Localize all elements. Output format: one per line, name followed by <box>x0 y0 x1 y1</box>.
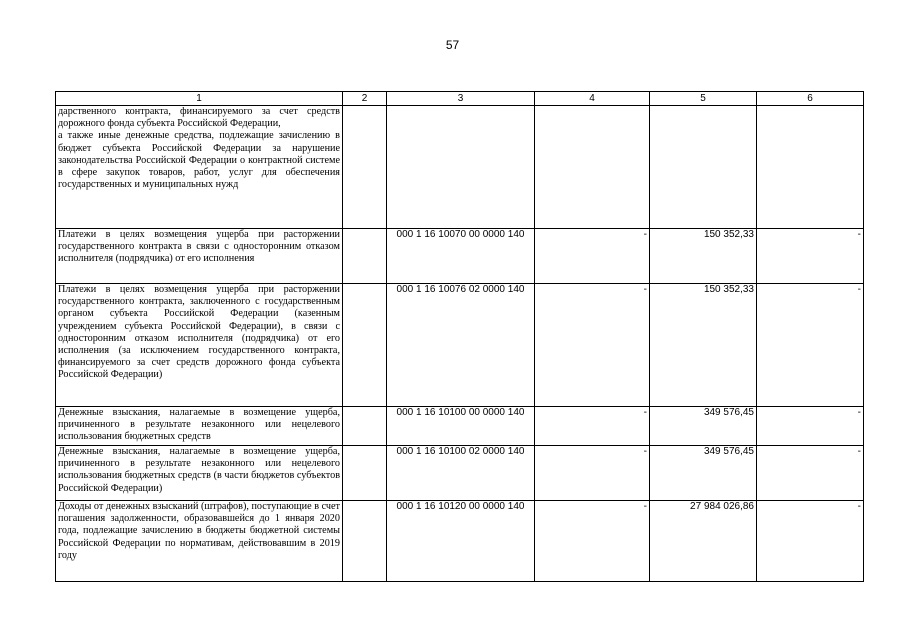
row-col6: - <box>757 284 864 407</box>
row-description: Денежные взыскания, налагаемые в возмещение ущерба, причиненного в результате незаконного или нецелевого использования бюджетных средств <box>56 407 343 446</box>
column-header: 4 <box>535 92 650 106</box>
row-amount: 150 352,33 <box>650 284 757 407</box>
page-number: 57 <box>445 38 460 52</box>
table-row <box>56 284 864 407</box>
row-code: 000 1 16 10120 00 0000 140 <box>387 501 535 582</box>
row-col2 <box>343 501 387 582</box>
row-col4: - <box>535 229 650 284</box>
row-amount <box>650 106 757 229</box>
column-header: 1 <box>56 92 343 106</box>
column-header: 5 <box>650 92 757 106</box>
row-description: Денежные взыскания, налагаемые в возмещение ущерба, причиненного в результате незаконного или нецелевого использования бюджетных средств (в части бюджетов субъектов Российской Федерации) <box>56 446 343 501</box>
row-description: Доходы от денежных взысканий (штрафов), поступающие в счет погашения задолженности, образовавшейся до 1 января 2020 года, подлежащие зачислению в бюджеты бюджетной системы Российской Федерации по нормативам, действовавшим в 2019 году <box>56 501 343 582</box>
row-col4: - <box>535 284 650 407</box>
row-col2 <box>343 106 387 229</box>
row-col2 <box>343 229 387 284</box>
row-col4: - <box>535 446 650 501</box>
row-amount: 349 576,45 <box>650 446 757 501</box>
table-row <box>56 501 864 582</box>
row-col6: - <box>757 407 864 446</box>
row-col4: - <box>535 407 650 446</box>
row-col2 <box>343 284 387 407</box>
table-row <box>56 229 864 284</box>
table-header-row <box>56 92 864 106</box>
row-code: 000 1 16 10076 02 0000 140 <box>387 284 535 407</box>
row-code: 000 1 16 10100 02 0000 140 <box>387 446 535 501</box>
table-row <box>56 407 864 446</box>
row-code <box>387 106 535 229</box>
row-code: 000 1 16 10100 00 0000 140 <box>387 407 535 446</box>
row-col6: - <box>757 229 864 284</box>
row-col2 <box>343 446 387 501</box>
row-description: Платежи в целях возмещения ущерба при расторжении государственного контракта, заключенного с государственным органом субъекта Российской Федерации (казенным учреждением субъекта Российской Федерации), в связи с односторонним отказом исполнителя (подрядчика) от его исполнения (за исключением государственного контракта, финансируемого за счет средств дорожного фонда субъекта Российской Федерации) <box>56 284 343 407</box>
description-text: а также иные денежные средства, подлежащие зачислению в бюджет субъекта Российской Федерации за нарушение законодательства Российской Федерации о контрактной системе в сфере закупок товаров, работ, услуг для обеспечения государственных и муниципальных нужд <box>58 130 340 191</box>
row-col6 <box>757 106 864 229</box>
row-col4: - <box>535 501 650 582</box>
row-amount: 27 984 026,86 <box>650 501 757 582</box>
column-header: 3 <box>387 92 535 106</box>
row-col4 <box>535 106 650 229</box>
row-col2 <box>343 407 387 446</box>
row-amount: 349 576,45 <box>650 407 757 446</box>
row-col6: - <box>757 501 864 582</box>
column-header: 6 <box>757 92 864 106</box>
revenue-table <box>55 91 864 582</box>
column-header: 2 <box>343 92 387 106</box>
table-row <box>56 446 864 501</box>
row-description <box>56 106 343 229</box>
description-text: дарственного контракта, финансируемого за счет средств дорожного фонда субъекта Российской Федерации, <box>58 106 340 130</box>
row-description: Платежи в целях возмещения ущерба при расторжении государственного контракта в связи с односторонним отказом исполнителя (подрядчика) от его исполнения <box>56 229 343 284</box>
row-code: 000 1 16 10070 00 0000 140 <box>387 229 535 284</box>
row-amount: 150 352,33 <box>650 229 757 284</box>
table-row <box>56 106 864 229</box>
row-col6: - <box>757 446 864 501</box>
